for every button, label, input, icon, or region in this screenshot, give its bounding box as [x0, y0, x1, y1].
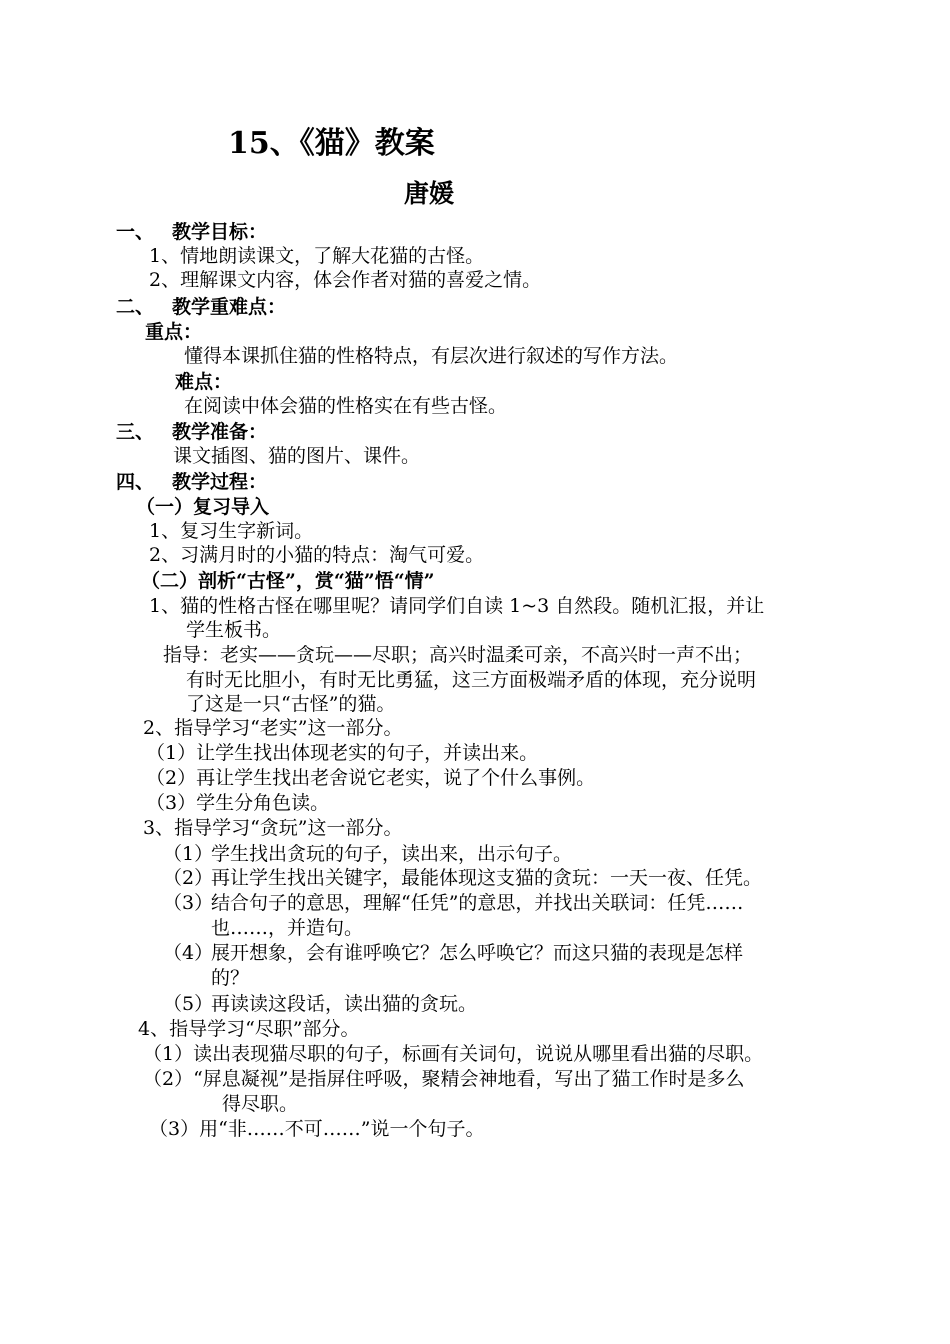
step-3-item-2	[163, 866, 762, 890]
review-step-2: 2、习满月时的小猫的特点：淘气可爱。	[149, 544, 485, 566]
analysis-step-1: 1、猫的性格古怪在哪里呢？请同学们自读 1~3 自然段。随机汇报，并让	[149, 595, 765, 617]
review-step-1: 1、复习生字新词。	[149, 520, 314, 542]
analysis-step-4: 4、指导学习“尽职”部分。	[138, 1018, 360, 1040]
item-number: （4）	[163, 942, 214, 964]
step-2-item-2: （2）再让学生找出老舍说它老实，说了个什么事例。	[146, 767, 596, 789]
step-3-item-5	[163, 992, 477, 1016]
objective-2: 2、理解课文内容，体会作者对猫的喜爱之情。	[149, 269, 542, 291]
section-heading-4	[116, 470, 267, 494]
step-4-item-2: （2）“屏息凝视”是指屏住呼吸，聚精会神地看，写出了猫工作时是多么	[143, 1068, 745, 1090]
section-number: 三、	[116, 421, 155, 443]
objective-1: 1、情地朗读课文，了解大花猫的古怪。	[149, 245, 485, 267]
analysis-step-2: 2、指导学习“老实”这一部分。	[143, 717, 403, 739]
guidance-line-1: 指导：老实——贪玩——尽职；高兴时温柔可亲，不高兴时一声不出；	[163, 644, 753, 666]
author-name: 唐媛	[404, 179, 455, 208]
step-3-item-1	[163, 842, 572, 866]
difficulty-text: 在阅读中体会猫的性格实在有些古怪。	[184, 395, 508, 417]
step-3-item-3-cont: 也……，并造句。	[211, 917, 364, 939]
step-3-item-3	[163, 891, 743, 915]
step-4-item-1: （1）读出表现猫尽职的句子，标画有关词句，说说从哪里看出猫的尽职。	[143, 1043, 764, 1065]
guidance-line-3: 了这是一只“古怪”的猫。	[186, 693, 396, 715]
section-title: 教学准备：	[172, 421, 268, 443]
step-4-item-3: （3）用“非……不可……”说一个句子。	[149, 1118, 485, 1140]
part-heading-analysis: （二）剖析“古怪”，赏“猫”悟“情”	[141, 570, 435, 592]
section-number: 四、	[116, 471, 155, 493]
item-number: （2）	[163, 867, 214, 889]
section-heading-2	[116, 295, 286, 319]
item-text: 学生找出贪玩的句子，读出来，出示句子。	[211, 843, 573, 865]
analysis-step-1-cont: 学生板书。	[186, 619, 282, 641]
key-point-label: 重点：	[145, 321, 203, 343]
section-title: 教学过程：	[172, 471, 268, 493]
section-number: 一、	[116, 221, 155, 243]
difficulty-label: 难点：	[175, 371, 233, 393]
step-3-item-4	[163, 941, 743, 965]
preparation-text: 课文插图、猫的图片、课件。	[173, 445, 421, 467]
item-number: （5）	[163, 993, 214, 1015]
guidance-line-2: 有时无比胆小，有时无比勇猛，这三方面极端矛盾的体现，充分说明	[186, 669, 757, 691]
item-number: （1）	[163, 843, 214, 865]
item-text: 结合句子的意思，理解“任凭”的意思，并找出关联词：任凭……	[211, 892, 744, 914]
part-heading-review: （一）复习导入	[136, 496, 270, 518]
step-2-item-3: （3）学生分角色读。	[146, 792, 330, 814]
step-3-item-4-cont: 的？	[211, 967, 250, 989]
step-2-item-1: （1）让学生找出体现老实的句子，并读出来。	[146, 742, 539, 764]
item-number: （3）	[163, 892, 214, 914]
item-text: 展开想象，会有谁呼唤它？怎么呼唤它？而这只猫的表现是怎样	[211, 942, 744, 964]
step-4-item-2-cont: 得尽职。	[222, 1093, 299, 1115]
item-text: 再让学生找出关键字，最能体现这支猫的贪玩：一天一夜、任凭。	[211, 867, 763, 889]
section-heading-3	[116, 420, 267, 444]
section-title: 教学重难点：	[172, 296, 287, 318]
section-title: 教学目标：	[172, 221, 268, 243]
analysis-step-3: 3、指导学习“贪玩”这一部分。	[143, 817, 403, 839]
key-point-text: 懂得本课抓住猫的性格特点，有层次进行叙述的写作方法。	[184, 345, 679, 367]
document-title: 15、《猫》教案	[228, 126, 435, 161]
section-heading-1	[116, 220, 267, 244]
section-number: 二、	[116, 296, 155, 318]
item-text: 再读读这段话，读出猫的贪玩。	[211, 993, 478, 1015]
